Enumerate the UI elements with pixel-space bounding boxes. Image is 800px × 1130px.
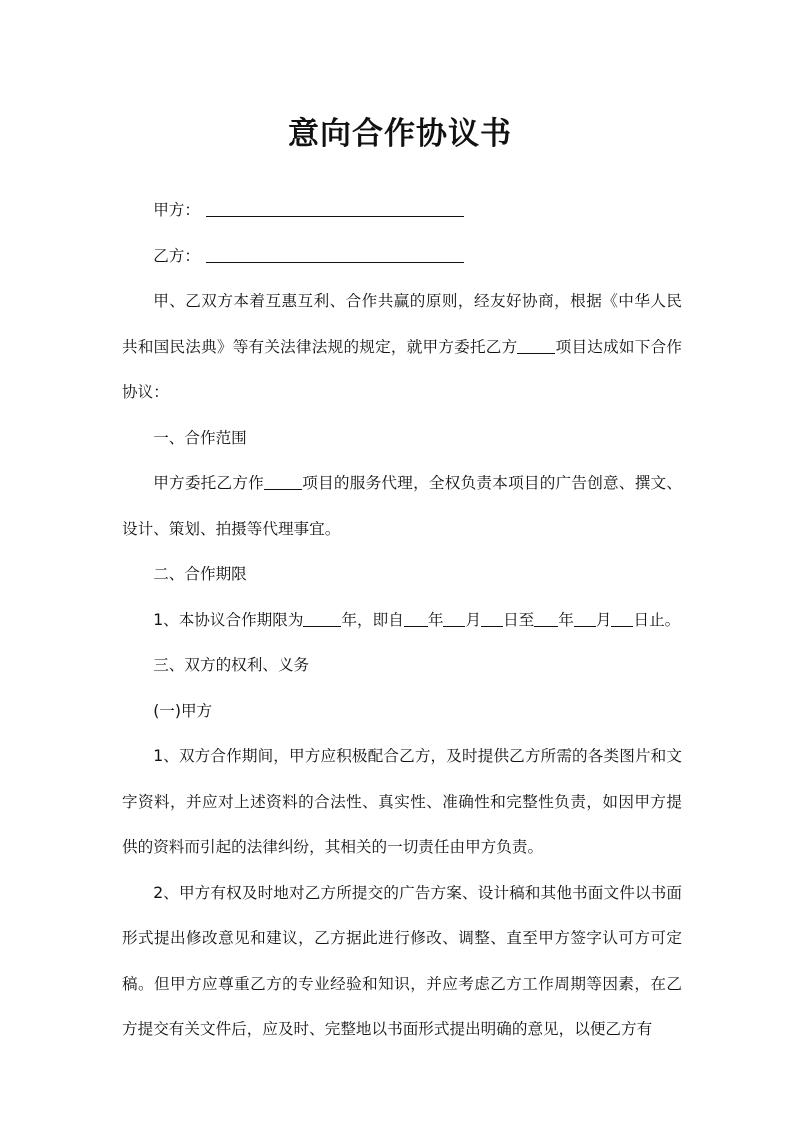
term-text-3: 年: [427, 610, 444, 629]
document-title: 意向合作协议书: [288, 116, 512, 152]
party-b-blank: [206, 246, 464, 263]
term-paragraph: [122, 598, 682, 644]
party-b-line: [122, 234, 682, 280]
section-1-text-1: 甲方委托乙方作: [153, 474, 265, 492]
section-3-heading: 三、双方的权利、义务: [153, 656, 310, 674]
end-month-blank: [574, 610, 596, 627]
term-text-4: 月: [465, 610, 482, 629]
term-text-1: 1、本协议合作期限为: [153, 610, 304, 629]
intro-text-1: 甲、乙双方本着互惠互利、合作共赢的原则，经友好协商，根据《中华人民共和国民法典》等有关法律法规的规定，就甲方委托乙方: [122, 292, 682, 356]
term-text-5: 日至: [503, 610, 535, 629]
party-a-subheading: (一)甲方: [153, 701, 213, 720]
term-text-8: 日止。: [633, 610, 681, 629]
party-a-item-1: 1、双方合作期间，甲方应积极配合乙方，及时提供乙方所需的各类图片和文字资料，并应对上述资料的合法性、真实性、准确性和完整性负责，如因甲方提供的资料而引起的法律纠纷，其相关的一切责任由甲方负责。: [122, 747, 682, 856]
term-text-7: 月: [595, 610, 612, 629]
section-1-text-2: 项目的服务代理，全权负责本项目的广告创意、撰文、设计、策划、拍摄等代理事宜。: [122, 474, 682, 538]
party-a-line: [122, 188, 682, 234]
intro-paragraph: [122, 279, 682, 416]
term-text-6: 年: [558, 610, 574, 629]
section-2-heading: 二、合作期限: [153, 565, 247, 583]
term-text-2: 年，即自: [341, 610, 404, 629]
project-name-blank: [517, 337, 555, 354]
intro-text-2: 项目达成如下合作协议：: [122, 337, 682, 401]
service-project-blank: [264, 474, 302, 491]
section-1-paragraph: [122, 461, 682, 552]
term-years-blank: [303, 610, 341, 627]
party-a-label: 甲方：: [153, 201, 200, 219]
section-1-heading: 一、合作范围: [153, 428, 247, 447]
document-body: [122, 188, 682, 1053]
party-a-item-2: 2、甲方有权及时地对乙方所提交的广告方案、设计稿和其他书面文件以书面形式提出修改意见和建议，乙方据此进行修改、调整、直至甲方签字认可方可定稿。但甲方应尊重乙方的专业经验和知识，并应考虑乙方工作周期等因素，在乙方提交有关文件后，应及时、完整地以书面形式提出明确的意见，以便乙方有: [122, 883, 682, 1038]
party-b-label: 乙方：: [153, 246, 200, 265]
end-day-blank: [611, 610, 633, 627]
end-year-blank: [534, 610, 558, 627]
start-month-blank: [443, 610, 465, 627]
start-year-blank: [404, 610, 428, 627]
start-day-blank: [481, 610, 503, 627]
party-a-blank: [206, 201, 464, 218]
